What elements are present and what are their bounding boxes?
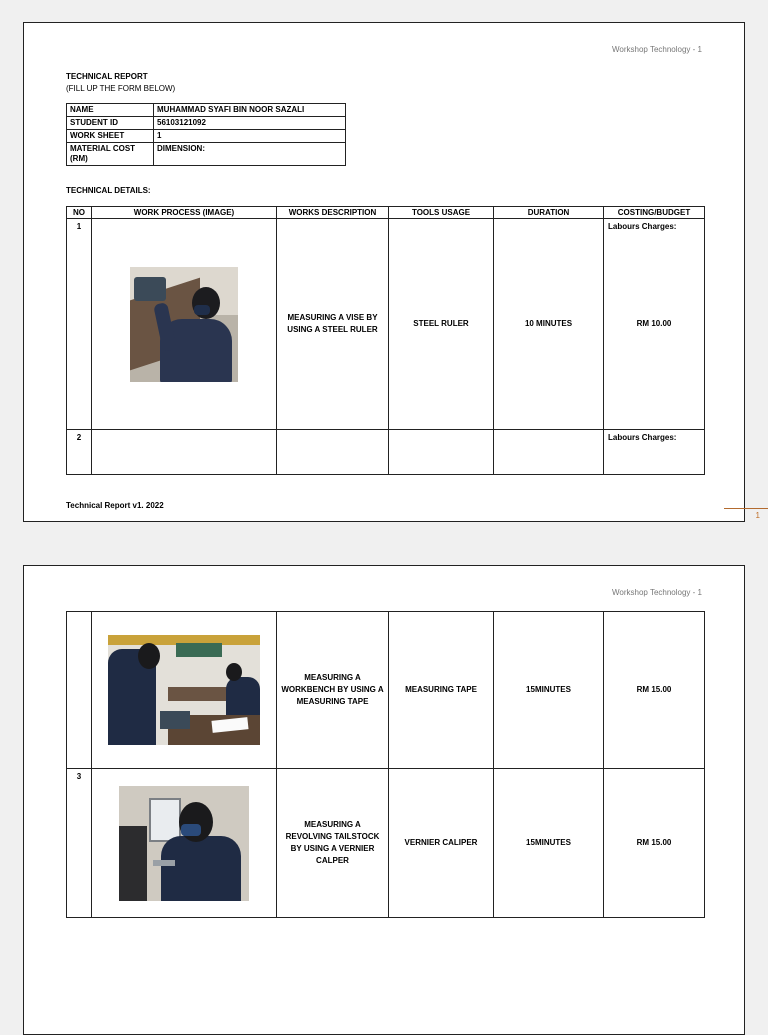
student-id-value: 56103121092 <box>154 117 346 130</box>
row-number <box>67 612 92 769</box>
report-subtitle: (FILL UP THE FORM BELOW) <box>66 84 176 93</box>
tools-usage <box>389 430 494 475</box>
name-label: NAME <box>67 104 154 117</box>
work-process-image-cell <box>92 219 277 430</box>
running-header: Workshop Technology - 1 <box>612 588 702 597</box>
technical-details-label: TECHNICAL DETAILS: <box>66 186 151 195</box>
table-row <box>67 769 705 918</box>
work-photo-measuring-workbench <box>108 635 260 745</box>
info-row-name <box>67 104 346 117</box>
material-cost-label: MATERIAL COST (RM) <box>67 143 154 166</box>
row-number: 3 <box>67 769 92 918</box>
info-row-worksheet <box>67 130 346 143</box>
tools-usage: MEASURING TAPE <box>389 612 494 769</box>
duration <box>494 430 604 475</box>
row-number: 2 <box>67 430 92 475</box>
duration: 15MINUTES <box>494 769 604 918</box>
info-row-student-id <box>67 117 346 130</box>
row-number: 1 <box>67 219 92 430</box>
header-duration: DURATION <box>494 207 604 219</box>
details-header-row <box>67 207 705 219</box>
dimension-label: DIMENSION: <box>154 143 346 166</box>
works-description <box>277 430 389 475</box>
worksheet-value: 1 <box>154 130 346 143</box>
works-description: MEASURING A VISE BY USING A STEEL RULER <box>277 219 389 430</box>
work-photo-measuring-tailstock <box>119 786 249 901</box>
header-work-process: WORK PROCESS (IMAGE) <box>92 207 277 219</box>
page-footer: Technical Report v1. 2022 <box>66 501 164 510</box>
table-row <box>67 219 705 430</box>
page-number: 1 <box>724 508 768 523</box>
costing-budget: RM 15.00 <box>604 769 705 918</box>
running-header: Workshop Technology - 1 <box>612 45 702 54</box>
duration: 15MINUTES <box>494 612 604 769</box>
technical-details-table <box>66 206 705 475</box>
header-works-description: WORKS DESCRIPTION <box>277 207 389 219</box>
name-value: MUHAMMAD SYAFI BIN NOOR SAZALI <box>154 104 346 117</box>
cost-value: RM 10.00 <box>636 319 672 328</box>
student-id-label: STUDENT ID <box>67 117 154 130</box>
table-row <box>67 612 705 769</box>
duration: 10 MINUTES <box>494 219 604 430</box>
costing-budget <box>604 430 705 475</box>
worksheet-label: WORK SHEET <box>67 130 154 143</box>
technical-details-table-continued <box>66 611 705 918</box>
header-costing-budget: COSTING/BUDGET <box>604 207 705 219</box>
tools-usage: VERNIER CALIPER <box>389 769 494 918</box>
report-page-1 <box>23 22 760 522</box>
report-page-2 <box>23 565 745 1035</box>
works-description: MEASURING A REVOLVING TAILSTOCK BY USING A VERNIER CALPER <box>277 769 389 918</box>
work-process-image-cell <box>92 612 277 769</box>
header-tools-usage: TOOLS USAGE <box>389 207 494 219</box>
costing-budget: RM 15.00 <box>604 612 705 769</box>
works-description: MEASURING A WORKBENCH BY USING A MEASURING TAPE <box>277 612 389 769</box>
student-info-table <box>66 103 346 166</box>
work-process-image-cell <box>92 769 277 918</box>
labours-charges-label: Labours Charges: <box>608 222 677 231</box>
info-row-material-cost <box>67 143 346 166</box>
work-photo-measuring-vise <box>130 267 238 382</box>
report-title: TECHNICAL REPORT <box>66 72 148 81</box>
work-process-image-cell <box>92 430 277 475</box>
table-row <box>67 430 705 475</box>
labours-charges-label: Labours Charges: <box>608 433 677 442</box>
header-no: NO <box>67 207 92 219</box>
costing-budget <box>604 219 705 430</box>
tools-usage: STEEL RULER <box>389 219 494 430</box>
